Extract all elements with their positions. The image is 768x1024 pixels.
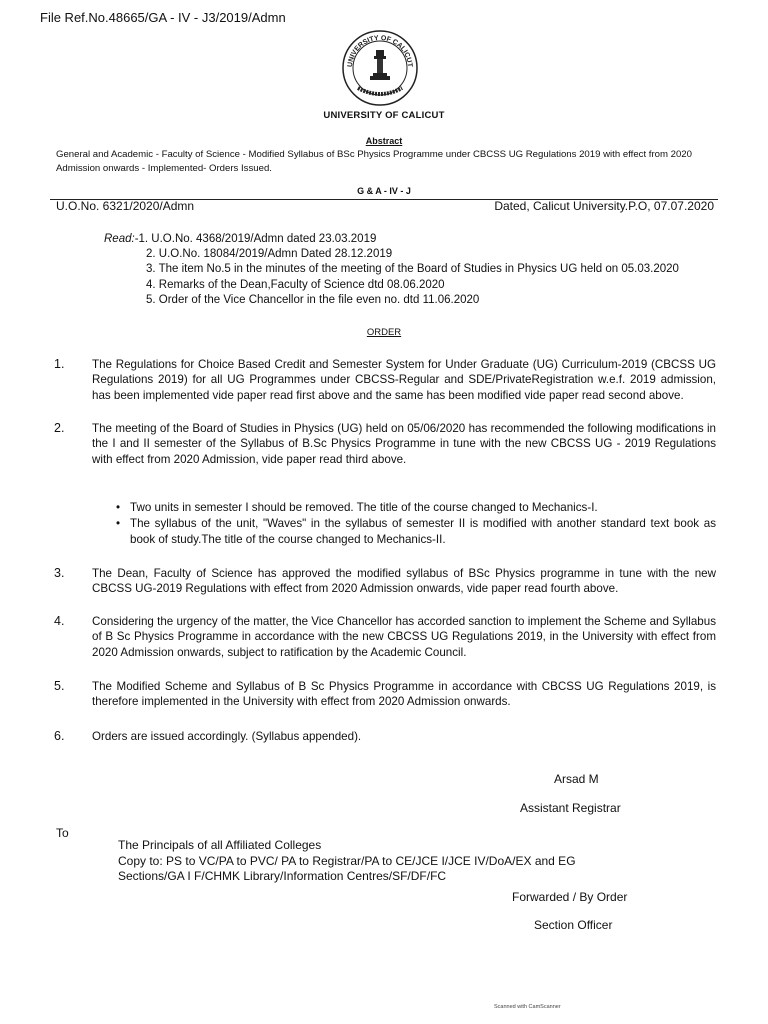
recipients-block xyxy=(118,838,576,885)
recipient: The Principals of all Affiliated Colleges xyxy=(118,838,322,852)
signatory-name: Arsad M xyxy=(554,772,599,786)
read-label: Read: xyxy=(104,233,135,245)
copy-to-line-1: Copy to: PS to VC/PA to PVC/ PA to Registrar/PA to CE/JCE I/JCE IV/DoA/EX and EG xyxy=(118,853,576,868)
file-reference: File Ref.No.48665/GA - IV - J3/2019/Admn xyxy=(40,10,286,25)
paragraph-number: 2. xyxy=(54,421,65,435)
list-item xyxy=(110,500,716,515)
read-item-4: 4. Remarks of the Dean,Faculty of Science dtd 08.06.2020 xyxy=(146,278,445,291)
read-first-line xyxy=(104,232,376,247)
read-item-5: 5. Order of the Vice Chancellor in the file even no. dtd 11.06.2020 xyxy=(146,293,480,306)
list-item xyxy=(110,516,716,547)
paragraph-number: 3. xyxy=(54,566,65,580)
paragraph-number: 1. xyxy=(54,357,65,371)
bullet-icon: • xyxy=(116,517,121,531)
scanner-watermark: Scanned with CamScanner xyxy=(494,1004,561,1010)
order-heading: ORDER xyxy=(366,327,402,338)
paragraph-text: Considering the urgency of the matter, the Vice Chancellor has accorded sanction to implement the Scheme and Syllabus of B Sc Physics Programme in accordance with the new CBCSS UG Regulations 2019, in the University with effect from 2020 Admission onwards, subject to ratification by the Academic Council. xyxy=(92,615,716,659)
paragraph-text: The Dean, Faculty of Science has approved the modified syllabus of BSc Physics programme in tune with the new CBCSS UG-2019 Regulations with effect from 2020 Admission onwards, vide paper read fourth above. xyxy=(92,567,716,596)
paragraph-number: 4. xyxy=(54,614,65,628)
bullet-text: Two units in semester I should be removed. The title of the course changed to Mechanics-I. xyxy=(130,501,598,514)
order-paragraph-4 xyxy=(54,614,716,660)
read-item-3: 3. The item No.5 in the minutes of the meeting of the Board of Studies in Physics UG held on 05.03.2020 xyxy=(146,263,679,276)
bullet-text: The syllabus of the unit, "Waves" in the syllabus of semester II is modified with another standard text book as book of study.The title of the course changed to Mechanics-II. xyxy=(130,517,716,546)
abstract-heading: Abstract xyxy=(365,136,403,146)
order-paragraph-1 xyxy=(54,357,716,403)
section-officer: Section Officer xyxy=(534,918,613,932)
signatory-designation: Assistant Registrar xyxy=(520,801,621,815)
forwarded-by-order: Forwarded / By Order xyxy=(512,890,628,904)
section-code: G & A - IV - J xyxy=(357,186,411,196)
paragraph-text: Orders are issued accordingly. (Syllabus appended). xyxy=(92,730,362,743)
paragraph-text: The meeting of the Board of Studies in Physics (UG) held on 05/06/2020 has recommended the following modifications in the I and II semester of the Syllabus of B.Sc Physics Programme in tune with the new CBCSS UG - 2019 Regulations with effect from 2020 Admission, vide paper read third above. xyxy=(92,422,716,466)
abstract-text: General and Academic - Faculty of Science - Modified Syllabus of BSc Physics Programme under CBCSS UG Regulations 2019 with effect from 2020 Admission onwards - Implemented- Orders Issued. xyxy=(56,149,692,174)
uo-number: U.O.No. 6321/2020/Admn xyxy=(56,199,195,213)
read-list xyxy=(146,247,716,308)
modifications-list xyxy=(110,500,716,548)
order-paragraph-3 xyxy=(54,566,716,597)
bullet-icon: • xyxy=(116,501,121,514)
paragraph-number: 6. xyxy=(54,729,65,743)
svg-text:UNIVERSITY OF CALICUT: UNIVERSITY OF CALICUT xyxy=(346,34,414,68)
order-paragraph-5 xyxy=(54,679,716,710)
paragraph-text: The Regulations for Choice Based Credit and Semester System for Under Graduate (UG) Curriculum-2019 (CBCSS UG Regulations 2019) for all UG Programmes under CBCSS-Regular and SDE/PrivateRegistration w.e.f. 2019 admission, has been implemented vide paper read first above and the same has been modified vide paper read second above. xyxy=(92,358,716,402)
dated-line: Dated, Calicut University.P.O, 07.07.2020 xyxy=(494,199,714,213)
order-paragraph-2 xyxy=(54,421,716,467)
read-item-1: -1. U.O.No. 4368/2019/Admn dated 23.03.2019 xyxy=(134,233,377,245)
paragraph-number: 5. xyxy=(54,679,65,693)
university-name: UNIVERSITY OF CALICUT xyxy=(323,110,445,121)
to-label: To xyxy=(56,826,69,840)
paragraph-text: The Modified Scheme and Syllabus of B Sc Physics Programme in accordance with CBCSS UG Regulations 2019, is therefore implemented in the University with effect from 2020 Admission onwards. xyxy=(92,680,716,709)
read-item-2: 2. U.O.No. 18084/2019/Admn Dated 28.12.2019 xyxy=(146,248,393,260)
university-seal-logo xyxy=(340,28,420,108)
copy-to-line-2: Sections/GA I F/CHMK Library/Information Centres/SF/DF/FC xyxy=(118,869,447,883)
order-paragraph-6 xyxy=(54,729,716,744)
